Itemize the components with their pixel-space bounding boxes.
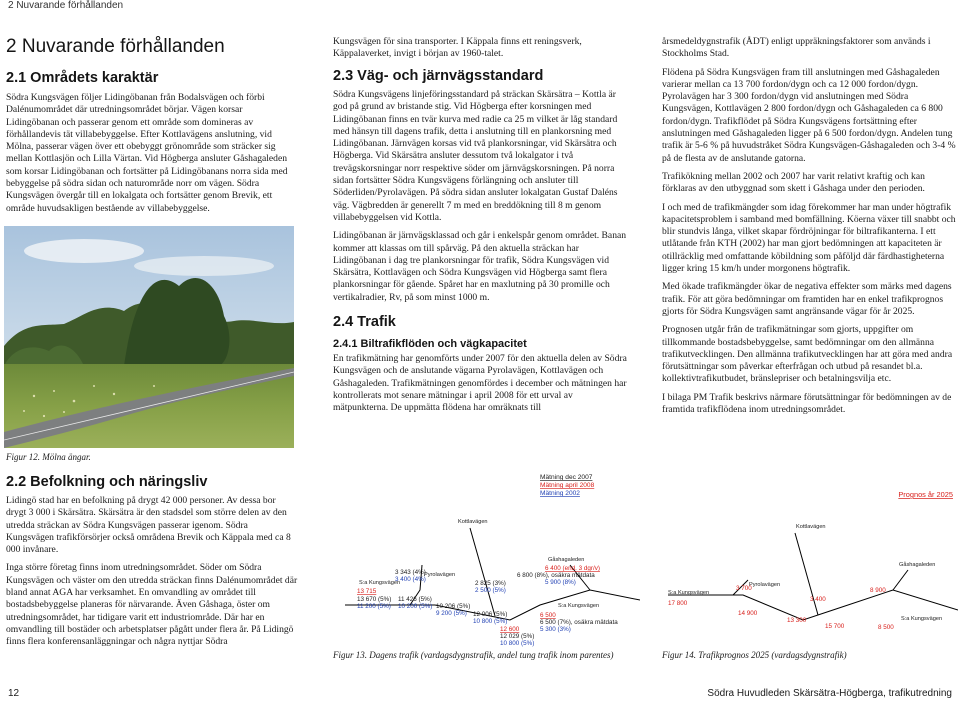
section-2-3-paragraph-1: Södra Kungsvägens linjeföringsstandard på sträckan Skärsätra – Kottla är god på grund av bristande stig. Vid Högberga efter korsningen med Lidingöbanan finns en tvär kurva med radie ca 25 m vilket är låg standard med hänsyn till dagens trafik, detta i anslutning till en plankorsning med Lidingöbanan. Järnvägen korsas vid två plankorsningar, vid Skärsätra och Högberga. Vid Skärsätra ansluter dessutom två lokalgator i två trevägskorsningar norr respektive söder om järnvägskorsningen. På norra sidan fortsätter Södra Kungsvägens förlängning och ansluter till Söderliden/Pyrolavägen. På södra sidan ansluter lokalgatan Gustaf Daléns väg. Vägbredden är generellt 7 m med en breddökning till 8 m genom villabebyggelsen vid Kottla. [333, 89, 618, 223]
section-2-2-title: 2.2 Befolkning och näringsliv [6, 474, 208, 490]
val-mid-c-2002: 10 800 (5%) [473, 618, 508, 625]
val-kottla-2007: 2 825 (3%) [475, 580, 506, 587]
section-2-4-1-title: 2.4.1 Biltrafikflöden och vägkapacitet [333, 338, 527, 351]
section-2-3-title: 2.3 Väg- och järnvägsstandard [333, 68, 544, 84]
section-2-1-title: 2.1 Områdets karaktär [6, 70, 159, 86]
p-val-mid-c: 15 700 [825, 623, 845, 630]
val-mid-d-2007: 12 029 (5%) [500, 633, 535, 640]
column-2 [333, 36, 629, 421]
column-1 [6, 36, 298, 221]
section-2-1-text: Södra Kungsvägen följer Lidingöbanan från Bodalsvägen och förbi Dalénumområdet där utredningsområdet börjar. Vägen korsar Lidingöbanan och passerar genom ett område som domineras av förhållandevis tät villabebyggelse. Efter Kottlavägens anslutning, vid Mölna, passerar vägen över ett obebyggt grönområde som sträcker sig mellan Kottlasjön och Lilla Värtan. Vid Högberga ansluter Gåshagaleden som korsar Lidingöbanan och fortsätter på Lidingöbanans norra sida med bebyggelse på södra sidan och naturområde norr om vägen. Södra Kungsvägen övergår till en lokalgata och fortsätter genom Brevik, ett område huvudsakligen bestående av villabebyggelse. [6, 92, 288, 214]
figure-12-photo [4, 226, 294, 448]
section-2-3-paragraph-2: Lidingöbanan är järnvägsklassad och går i enkelspår genom området. Banan kommer att klassas om till spårväg. På den aktuella sträckan har Lidingöbanan i dag tre plankorsningar för trafik, Södra Kungsvägen vid Skärsätra, Kottlavägen och Södra Kungsvägen vid Högberga samt flera plankorsningar för gående. Spåret har en maxlutning på 30 promille och vertikalradier, Rv, på som minst 1000 m. [333, 230, 627, 303]
label-gashagaleden: Gåshagaleden [548, 557, 585, 563]
chapter-title: 2 Nuvarande förhållanden [6, 36, 225, 57]
forecast-paragraph: Med ökade trafikmängder ökar de negativa effekter som märks med dagens trafik. För att göra bedömningar om framtiden har en enkel trafikprognos gjorts för Södra Kungsvägen samt angränsande vägar för år 2025. [662, 281, 952, 317]
figure-12-caption: Figur 12. Mölna ängar. [6, 452, 91, 462]
val-gasha-2002: 5 900 (8%) [545, 579, 576, 586]
capacity-paragraph: I och med de trafikmängder som idag förekommer har man under högtrafik kapacitetsproblem i samband med bomfällning. Köerna växer till snabbt och blir stundvis långa, vilket skapar fördröjningar för biltrafikanterna. I ett utlåtande från KTH (2002) har man gjort bedömningen att kapaciteten är otillräcklig med omfattande köbildning som påföljd där färdhastigheterna ligger kring 15 km/h under morgonens högtrafik. [662, 201, 956, 275]
forecast-basis-paragraph: Prognosen utgår från de trafikmätningar som gjorts, uppgifter om tillkommande bostadsbebyggelse, samt bedömningar om den allmänna trafikutvecklingen. Den allmänna trafikutvecklingen har att göra med andra förutsättningar som påverkar efterfrågan och utbud på resandet bl.a. kollektivtrafikutbudet, bränslepriser och betalningsvilja etc. [662, 324, 953, 385]
val-kottla-2002: 2 500 (5%) [475, 587, 506, 594]
p-label-kottlavagen: Kottlavägen [796, 524, 826, 530]
continued-text: Kungsvägen för sina transporter. I Käppala finns ett reningsverk, Käppalaverket, invigt i början av 1960-talet. [333, 36, 582, 60]
p-label-gashagaleden: Gåshagaleden [899, 562, 936, 568]
section-2-4-1-paragraph: En trafikmätning har genomförts under 2007 för den aktuella delen av Södra Kungsvägen och de anslutande vägarna Pyrolavägen, Kottlavägen och Gåshagaleden. Trafikmätningen genomfördes i december och mätningen har kontrollerats mot senare mätningar i april 2008 för ett urval av mätpunkterna. De uppmätta flödena har omräknats till [333, 353, 627, 414]
column-3 [662, 36, 956, 422]
val-sk-east-2002: 5 300 (3%) [540, 626, 571, 633]
val-pyrola-2007: 3 343 (4%) [395, 569, 426, 576]
page-number: 12 [8, 688, 20, 699]
val-mid-a-2007: 11 426 (5%) [398, 596, 432, 603]
p-label-sk-east: S:a Kungsvägen [901, 616, 943, 622]
val-sk-west-2007: 13 670 (5%) [357, 596, 392, 603]
val-mid-a-2002: 10 200 (5%) [398, 603, 433, 610]
val-gasha-2008: 6 400 (end. 3 dgr/v) [545, 565, 600, 572]
val-pyrola-2002: 3 400 (4%) [395, 576, 426, 583]
val-gasha-2007: 6 800 (8%), osäkra mätdata [517, 572, 595, 579]
p-val-gasha: 8 900 [870, 587, 886, 594]
val-sk-east-2008: 6 500 [540, 612, 556, 619]
adt-paragraph: årsmedeldygnstrafik (ÅDT) enligt uppräkningsfaktorer som används i Stockholms Stad. [662, 36, 931, 60]
document-title: Södra Huvudleden Skärsätra-Högberga, trafikutredning [707, 688, 952, 699]
p-val-kottla: 3 400 [810, 596, 826, 603]
figure-13-diagram [340, 470, 640, 660]
p-val-pyrola: 3 700 [736, 585, 752, 592]
p-val-sk-west: 17 800 [668, 600, 688, 607]
val-sk-east-2007: 6 500 (7%), osäkra mätdata [540, 619, 618, 626]
val-sk-west-2008: 13 715 [357, 588, 377, 595]
road-gashagaleden-prognosis [893, 570, 908, 590]
prognosis-title: Prognos år 2025 [898, 490, 953, 499]
label-pyrolavagen: Pyrolavägen [424, 572, 456, 578]
p-val-mid-b: 13 300 [787, 617, 807, 624]
val-sk-west-2002: 11 200 (5%) [357, 603, 391, 610]
flows-paragraph: Flödena på Södra Kungsvägen fram till anslutningen med Gåshagaleden varierar mellan ca 13 700 fordon/dygn och ca 12 000 fordon/dygn. Pyrolavägen har 3 300 fordon/dygn vid anslutningen med Södra Kungsvägen, Kottlavägen 2 800 fordon/dygn och Gåshagaleden ca 6 800 fordon/dygn. Trafikflödet på Södra Kungsvägens fortsättning efter anslutningen med Gåshagaleden ligger på 6 500 fordon/dygn. Andelen tung trafik är 5-6 % på huvudstråket Södra Kungsvägen-Gåshagaleden och 3-4 % på de flesta av de anslutande gatorna. [662, 66, 956, 164]
label-sk-west: S:a Kungsvägen [359, 580, 401, 586]
growth-paragraph: Trafikökning mellan 2002 och 2007 har varit relativt kraftig och kan förklaras av den utbyggnad som skett i Gåshaga under den perioden. [662, 170, 925, 195]
p-label-pyrolavagen: Pyrolavägen [749, 582, 781, 588]
val-mid-d-2008: 12 600 [500, 626, 520, 633]
section-2-2-paragraph-1: Lidingö stad har en befolkning på drygt 42 000 personer. Av dessa bor drygt 3 000 i Skärsätra. Skärsätra är den stadsdel som större delen av den utredda sträckan av Södra Kungsvägen passerar igenom. Södra Kungsvägen trafikförsörjer också områdena Brevik och Käppala med ca 8 000 invånare. [6, 495, 291, 556]
figure-13-caption: Figur 13. Dagens trafik (vardagsdygnstrafik, andel tung trafik inom parentes) [333, 650, 614, 660]
legend-2002: Mätning 2002 [540, 490, 580, 497]
val-mid-b-2002: 9 200 (5%) [436, 610, 467, 617]
section-2-2-paragraph-2: Inga större företag finns inom utredningsområdet. Söder om Södra Kungsvägen och väster om den utredda sträckan finns Dalénumområdet där bland annat AGA har verksamhet. En omvandling av området till bostadsbebyggelse planeras för närvarande. Även Gåshaga, öster om utredningsområdet, har tidigare varit ett industriområde. Där har en omvandling till bostäder och arbetsplatser pågått under flera år. På Lidingö finns flera konferensanläggningar och några nyttjar Södra [6, 562, 298, 648]
p-label-sk-west: S:a Kungsvägen [668, 590, 710, 596]
p-val-sk-east: 8 500 [878, 624, 894, 631]
section-2-4-title: 2.4 Trafik [333, 314, 396, 331]
val-mid-d-2002: 10 800 (5%) [500, 640, 535, 647]
label-sk-east: S:a Kungsvägen [558, 603, 600, 609]
running-head: 2 Nuvarande förhållanden [8, 0, 124, 11]
val-mid-b-2007: 10 206 (5%) [436, 603, 471, 610]
label-kottlavagen: Kottlavägen [458, 519, 488, 525]
road-kottlavagen [470, 528, 495, 616]
meadow-photo [4, 226, 294, 448]
figure-14-diagram [663, 470, 958, 655]
legend-april-2008: Mätning april 2008 [540, 482, 595, 489]
column-1-lower [6, 474, 298, 655]
val-mid-c-2007: 12 006 (5%) [473, 611, 508, 618]
figure-14-caption: Figur 14. Trafikprognos 2025 (vardagsdygnstrafik) [662, 650, 847, 660]
appendix-paragraph: I bilaga PM Trafik beskrivs närmare förutsättningar för bedömningen av de framtida trafikflödena inom utredningsområdet. [662, 391, 952, 416]
p-val-mid-a: 14 900 [738, 610, 758, 617]
legend-dec-2007: Mätning dec 2007 [540, 474, 593, 481]
